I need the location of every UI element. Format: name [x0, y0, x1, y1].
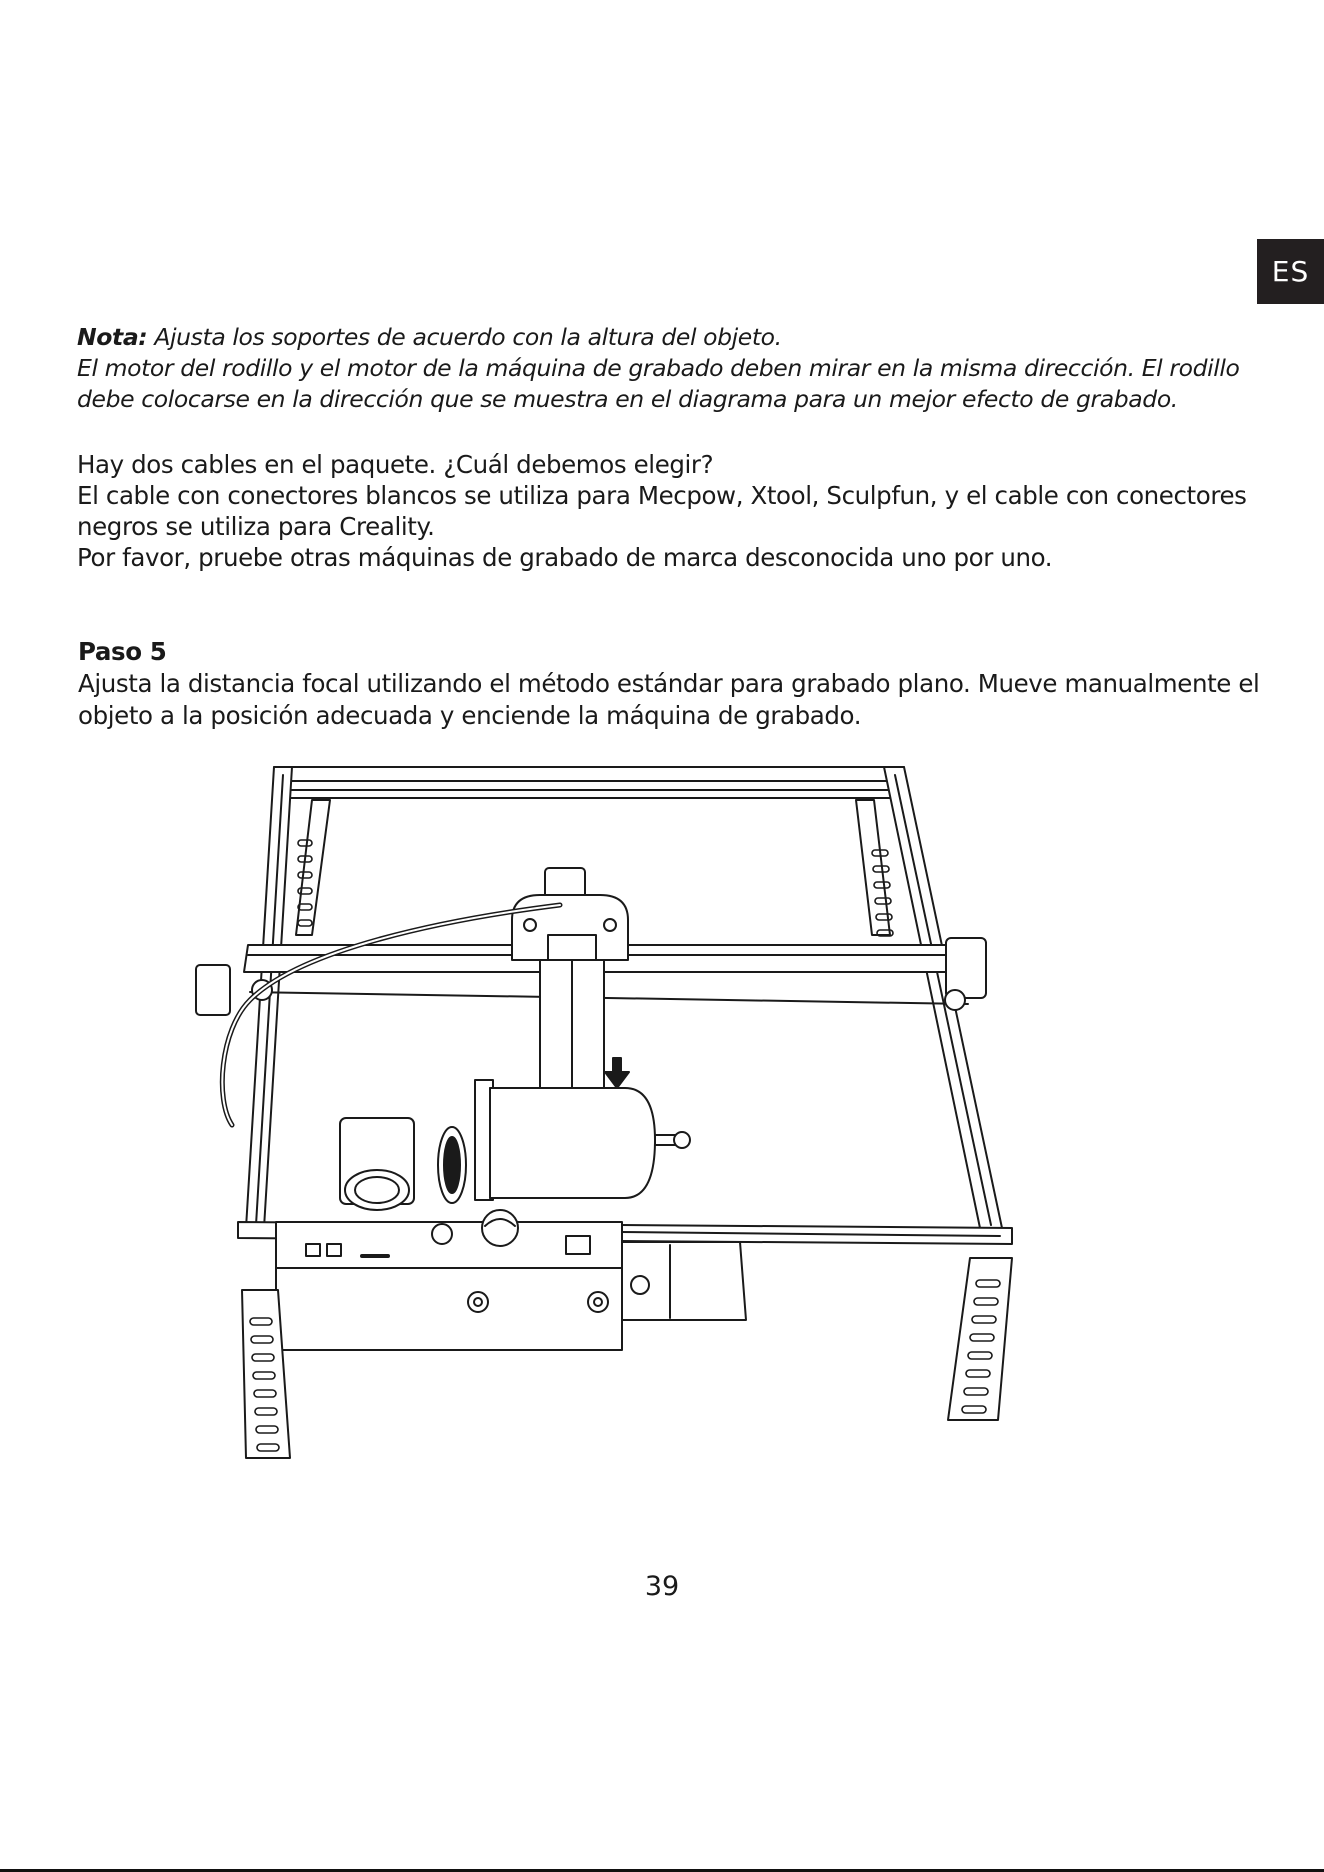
step-line-2: objeto a la posición adecuada y enciende la máquina de grabado.	[78, 701, 862, 730]
cables-line-2: El cable con conectores blancos se utiliza para Mecpow, Xtool, Sculpfun, y el cable con conectores	[77, 481, 1247, 510]
back-rail	[274, 767, 904, 798]
note-first-line	[77, 322, 1277, 353]
control-box	[276, 1210, 622, 1350]
step-title: Paso 5	[78, 637, 167, 666]
note-label: Nota:	[77, 323, 148, 351]
rotary-stand	[622, 1242, 746, 1320]
note-block	[77, 322, 1277, 415]
note-line-1: Ajusta los soportes de acuerdo con la altura del objeto.	[147, 323, 782, 351]
back-left-leg	[296, 800, 330, 935]
rotary-roller	[340, 1080, 690, 1210]
cables-line-3: negros se utiliza para Creality.	[77, 512, 435, 541]
note-line-3: debe colocarse en la dirección que se muestra en el diagrama para un mejor efecto de grabado.	[77, 385, 1178, 413]
down-arrow-icon	[605, 1058, 629, 1088]
cables-line-1: Hay dos cables en el paquete. ¿Cuál debemos elegir?	[77, 450, 714, 479]
language-tab: ES	[1257, 239, 1324, 304]
cables-block	[77, 449, 1277, 573]
step-5-block	[78, 636, 1278, 732]
front-right-leg	[948, 1258, 1012, 1420]
back-right-leg	[856, 800, 893, 936]
cables-line-4: Por favor, pruebe otras máquinas de grabado de marca desconocida uno por uno.	[77, 543, 1053, 572]
page-number: 39	[644, 1571, 680, 1602]
engraver-roller-illustration	[180, 758, 1020, 1468]
note-line-2: El motor del rodillo y el motor de la máquina de grabado deben mirar en la misma dirección. El rodillo	[77, 354, 1240, 382]
step-line-1: Ajusta la distancia focal utilizando el método estándar para grabado plano. Mueve manualmente el	[78, 669, 1260, 698]
